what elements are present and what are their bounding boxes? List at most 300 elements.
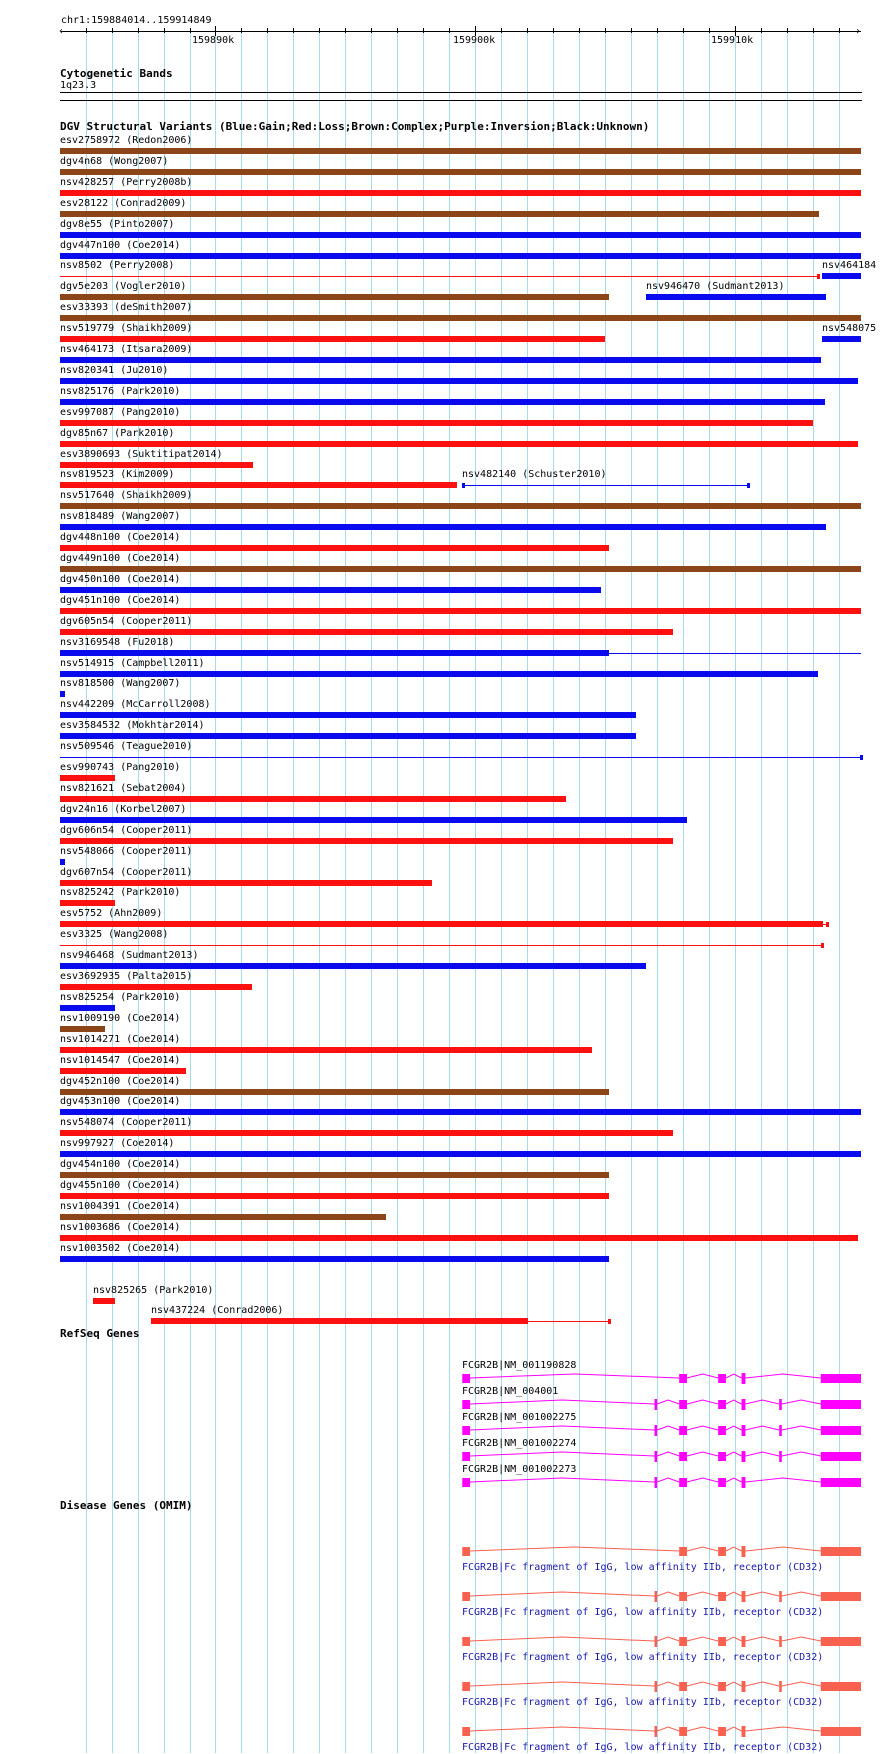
intron-line — [470, 1637, 654, 1641]
variant-label[interactable]: dgv607n54 (Cooper2011) — [60, 867, 193, 878]
gene-model[interactable] — [0, 1726, 890, 1738]
exon-block — [462, 1452, 470, 1461]
variant-bar[interactable] — [60, 169, 861, 175]
refseq-track-title: RefSeq Genes — [60, 1327, 140, 1340]
ruler-tick-label: 159910k — [711, 35, 754, 46]
gene-model[interactable] — [0, 1399, 890, 1411]
variant-label[interactable]: dgv449n100 (Coe2014) — [60, 553, 181, 564]
intron-line — [470, 1682, 654, 1686]
variant-label[interactable]: nsv1014547 (Coe2014) — [60, 1055, 181, 1066]
variant-label[interactable]: dgv447n100 (Coe2014) — [60, 240, 181, 251]
variant-end-tick[interactable] — [826, 922, 829, 927]
gene-model[interactable] — [0, 1425, 890, 1437]
ruler-minor-tick — [839, 28, 840, 33]
exon-block — [718, 1547, 726, 1556]
variant-bar[interactable] — [60, 336, 605, 342]
gene-model[interactable] — [0, 1477, 890, 1489]
variant-bar[interactable] — [60, 1256, 609, 1262]
intron-line — [782, 1452, 821, 1456]
variant-label[interactable]: nsv8502 (Perry2008) — [60, 260, 175, 271]
variant-bar[interactable] — [60, 566, 861, 572]
ruler-tick-label: 159900k — [453, 35, 496, 46]
variant-bar[interactable] — [60, 441, 858, 447]
variant-bar[interactable] — [60, 587, 601, 593]
variant-bar[interactable] — [646, 294, 826, 300]
intron-line — [657, 1452, 679, 1456]
variant-bar[interactable] — [60, 545, 609, 551]
variant-label[interactable]: esv2758972 (Redon2006) — [60, 135, 193, 146]
variant-end-tick[interactable] — [747, 483, 750, 488]
variant-label[interactable]: nsv946470 (Sudmant2013) — [646, 281, 785, 292]
variant-label[interactable]: dgv605n54 (Cooper2011) — [60, 616, 193, 627]
ruler-minor-tick — [657, 28, 658, 33]
variant-bar[interactable] — [60, 775, 115, 781]
variant-bar[interactable] — [822, 273, 861, 279]
variant-bar[interactable] — [60, 148, 861, 154]
variant-label[interactable]: dgv4n68 (Wong2007) — [60, 156, 169, 167]
gene-label[interactable]: FCGR2B|Fc fragment of IgG, low affinity IIb, receptor (CD32) — [462, 1697, 824, 1708]
variant-label[interactable]: esv3692935 (Palta2015) — [60, 971, 193, 982]
variant-bar[interactable] — [60, 921, 823, 927]
variant-label[interactable]: nsv548074 (Cooper2011) — [60, 1117, 193, 1128]
variant-label[interactable]: nsv482140 (Schuster2010) — [462, 469, 607, 480]
exon-block — [679, 1592, 687, 1601]
grid-line — [553, 28, 554, 1753]
variant-bar[interactable] — [60, 1193, 609, 1199]
exon-block — [462, 1374, 470, 1383]
variant-label[interactable]: dgv455n100 (Coe2014) — [60, 1180, 181, 1191]
intron-line — [782, 1592, 821, 1596]
gene-label[interactable]: FCGR2B|NM_001002274 — [462, 1438, 577, 1449]
intron-line — [745, 1374, 820, 1378]
variant-bar[interactable] — [60, 608, 861, 614]
variant-label[interactable]: dgv448n100 (Coe2014) — [60, 532, 181, 543]
exon-block — [718, 1452, 726, 1461]
variant-bar[interactable] — [60, 190, 861, 196]
intron-line — [687, 1426, 718, 1430]
variant-label[interactable]: dgv606n54 (Cooper2011) — [60, 825, 193, 836]
variant-label[interactable]: nsv548075 — [822, 323, 877, 334]
intron-line — [470, 1592, 654, 1596]
grid-line — [839, 28, 840, 1753]
ruler-left-arrow-icon: ‹ — [58, 26, 65, 37]
gene-label[interactable]: FCGR2B|NM_001190828 — [462, 1360, 577, 1371]
exon-block — [679, 1727, 687, 1736]
exon-block — [742, 1373, 746, 1384]
exon-block — [462, 1637, 470, 1646]
intron-line — [726, 1637, 742, 1641]
exon-block — [718, 1400, 726, 1409]
ruler-minor-tick — [397, 28, 398, 33]
variant-label[interactable]: nsv1003502 (Coe2014) — [60, 1243, 181, 1254]
variant-bar[interactable] — [60, 629, 673, 635]
variant-label[interactable]: nsv1003686 (Coe2014) — [60, 1222, 181, 1233]
ruler-minor-tick — [112, 28, 113, 33]
variant-label[interactable]: nsv825265 (Park2010) — [93, 1285, 214, 1296]
intron-line — [470, 1547, 679, 1551]
variant-label[interactable]: nsv1009190 (Coe2014) — [60, 1013, 181, 1024]
intron-line — [657, 1478, 679, 1482]
variant-bar[interactable] — [60, 1214, 386, 1220]
exon-block — [779, 1636, 782, 1647]
variant-label[interactable]: dgv451n100 (Coe2014) — [60, 595, 181, 606]
variant-line[interactable] — [527, 1321, 609, 1322]
variant-label[interactable]: nsv825176 (Park2010) — [60, 386, 181, 397]
exon-block — [718, 1682, 726, 1691]
variant-bar[interactable] — [151, 1318, 528, 1324]
grid-line — [293, 28, 294, 1753]
variant-bar[interactable] — [60, 900, 115, 906]
variant-label[interactable]: nsv517640 (Shaikh2009) — [60, 490, 193, 501]
intron-line — [726, 1400, 742, 1404]
grid-line — [423, 28, 424, 1753]
intron-line — [726, 1592, 742, 1596]
intron-line — [470, 1727, 654, 1731]
grid-line — [345, 28, 346, 1753]
intron-line — [470, 1478, 654, 1482]
grid-line — [397, 28, 398, 1753]
gene-model[interactable] — [0, 1591, 890, 1603]
ruler-minor-tick — [86, 28, 87, 33]
intron-line — [470, 1374, 679, 1378]
gene-label[interactable]: FCGR2B|Fc fragment of IgG, low affinity IIb, receptor (CD32) — [462, 1607, 824, 1618]
exon-block — [679, 1682, 687, 1691]
variant-bar[interactable] — [60, 524, 826, 530]
variant-label[interactable]: esv3890693 (Suktitipat2014) — [60, 449, 223, 460]
variant-label[interactable]: esv990743 (Pang2010) — [60, 762, 181, 773]
variant-label[interactable]: nsv3169548 (Fu2018) — [60, 637, 175, 648]
ruler-minor-tick — [241, 28, 242, 33]
variant-bar[interactable] — [60, 462, 253, 468]
variant-line[interactable] — [60, 757, 861, 758]
exon-block — [821, 1400, 861, 1409]
intron-line — [745, 1682, 779, 1686]
intron-line — [687, 1592, 718, 1596]
exon-block — [718, 1426, 726, 1435]
grid-line — [787, 28, 788, 1753]
exon-block — [655, 1726, 658, 1737]
exon-block — [462, 1400, 470, 1409]
gene-label[interactable]: FCGR2B|Fc fragment of IgG, low affinity IIb, receptor (CD32) — [462, 1742, 824, 1753]
intron-line — [657, 1426, 679, 1430]
ruler-minor-tick — [293, 28, 294, 33]
variant-bar[interactable] — [60, 650, 609, 656]
intron-line — [726, 1547, 742, 1551]
ruler-minor-tick — [787, 28, 788, 33]
intron-line — [726, 1452, 742, 1456]
variant-bar[interactable] — [60, 859, 65, 865]
variant-bar[interactable] — [60, 1089, 609, 1095]
variant-bar[interactable] — [822, 336, 861, 342]
exon-block — [742, 1425, 746, 1436]
variant-label[interactable]: nsv428257 (Perry2008b) — [60, 177, 193, 188]
grid-line — [215, 28, 216, 1753]
variant-label[interactable]: dgv453n100 (Coe2014) — [60, 1096, 181, 1107]
intron-line — [657, 1592, 679, 1596]
intron-line — [687, 1682, 718, 1686]
exon-block — [779, 1399, 782, 1410]
exon-block — [742, 1726, 746, 1737]
variant-bar[interactable] — [60, 963, 646, 969]
exon-block — [821, 1478, 861, 1487]
gene-label[interactable]: FCGR2B|Fc fragment of IgG, low affinity IIb, receptor (CD32) — [462, 1652, 824, 1663]
grid-line — [813, 28, 814, 1753]
exon-block — [742, 1451, 746, 1462]
intron-line — [745, 1478, 820, 1482]
variant-bar[interactable] — [60, 1026, 105, 1032]
variant-bar[interactable] — [93, 1298, 115, 1304]
grid-line — [190, 28, 191, 1753]
variant-label[interactable]: esv28122 (Conrad2009) — [60, 198, 187, 209]
variant-end-tick[interactable] — [462, 483, 465, 488]
variant-label[interactable]: nsv821621 (Sebat2004) — [60, 783, 187, 794]
variant-end-tick[interactable] — [608, 1319, 611, 1324]
variant-bar[interactable] — [60, 378, 858, 384]
ruler-minor-tick — [709, 28, 710, 33]
grid-line — [501, 28, 502, 1753]
intron-line — [687, 1374, 718, 1378]
variant-label[interactable]: esv5752 (Ahn2009) — [60, 908, 163, 919]
variant-label[interactable]: dgv85n67 (Park2010) — [60, 428, 175, 439]
intron-line — [687, 1547, 718, 1551]
intron-line — [726, 1426, 742, 1430]
intron-line — [782, 1682, 821, 1686]
cytoband-line-bottom — [60, 100, 862, 101]
exon-block — [742, 1477, 746, 1488]
exon-block — [742, 1591, 746, 1602]
exon-block — [679, 1478, 687, 1487]
grid-line — [579, 28, 580, 1753]
variant-label[interactable]: esv997087 (Pang2010) — [60, 407, 181, 418]
variant-bar[interactable] — [60, 691, 65, 697]
variant-label[interactable]: dgv24n16 (Korbel2007) — [60, 804, 187, 815]
variant-label[interactable]: nsv818489 (Wang2007) — [60, 511, 181, 522]
exon-block — [742, 1636, 746, 1647]
variant-label[interactable]: nsv464184 — [822, 260, 877, 271]
variant-bar[interactable] — [60, 1068, 186, 1074]
variant-bar[interactable] — [60, 1005, 115, 1011]
grid-line — [475, 28, 476, 1753]
intron-line — [470, 1452, 654, 1456]
ruler-tick-label: 159890k — [192, 35, 235, 46]
variant-bar[interactable] — [60, 1109, 861, 1115]
exon-block — [462, 1592, 470, 1601]
variant-bar[interactable] — [60, 733, 636, 739]
variant-label[interactable]: nsv820341 (Ju2010) — [60, 365, 169, 376]
exon-block — [718, 1727, 726, 1736]
variant-label[interactable]: nsv1004391 (Coe2014) — [60, 1201, 181, 1212]
variant-label[interactable]: nsv442209 (McCarroll2008) — [60, 699, 211, 710]
variant-label[interactable]: nsv818500 (Wang2007) — [60, 678, 181, 689]
intron-line — [782, 1426, 821, 1430]
variant-label[interactable]: nsv946468 (Sudmant2013) — [60, 950, 199, 961]
intron-line — [657, 1727, 679, 1731]
variant-bar[interactable] — [60, 712, 636, 718]
ruler-location: chr1:159884014..159914849 — [61, 15, 212, 26]
variant-bar[interactable] — [60, 253, 861, 259]
variant-label[interactable]: nsv548066 (Cooper2011) — [60, 846, 193, 857]
variant-end-tick[interactable] — [821, 943, 824, 948]
variant-bar[interactable] — [60, 1172, 609, 1178]
variant-bar[interactable] — [60, 796, 566, 802]
ruler-minor-tick — [371, 28, 372, 33]
intron-line — [470, 1426, 654, 1430]
ruler-minor-tick — [579, 28, 580, 33]
variant-line[interactable] — [462, 485, 748, 486]
cytoband-label: 1q23.3 — [60, 80, 97, 91]
variant-label[interactable]: nsv519779 (Shaikh2009) — [60, 323, 193, 334]
exon-block — [462, 1682, 470, 1691]
exon-block — [462, 1727, 470, 1736]
variant-bar[interactable] — [60, 503, 861, 509]
variant-end-tick[interactable] — [860, 755, 863, 760]
gene-label[interactable]: FCGR2B|NM_004001 — [462, 1386, 559, 1397]
variant-label[interactable]: dgv452n100 (Coe2014) — [60, 1076, 181, 1087]
grid-line — [605, 28, 606, 1753]
exon-block — [821, 1374, 861, 1383]
variant-label[interactable]: esv33393 (deSmith2007) — [60, 302, 193, 313]
exon-block — [679, 1452, 687, 1461]
exon-block — [821, 1637, 861, 1646]
gene-label[interactable]: FCGR2B|NM_001002273 — [462, 1464, 577, 1475]
grid-line — [241, 28, 242, 1753]
exon-block — [718, 1478, 726, 1487]
variant-label[interactable]: nsv437224 (Conrad2006) — [151, 1305, 284, 1316]
intron-line — [782, 1400, 821, 1404]
variant-bar[interactable] — [60, 984, 252, 990]
variant-label[interactable]: dgv450n100 (Coe2014) — [60, 574, 181, 585]
exon-block — [655, 1477, 658, 1488]
intron-line — [687, 1727, 718, 1731]
variant-bar[interactable] — [60, 232, 861, 238]
gene-model[interactable] — [0, 1681, 890, 1693]
variant-bar[interactable] — [60, 420, 813, 426]
intron-line — [726, 1478, 742, 1482]
ruler-minor-tick — [527, 28, 528, 33]
variant-bar[interactable] — [60, 838, 673, 844]
ruler-minor-tick — [345, 28, 346, 33]
variant-bar[interactable] — [60, 817, 687, 823]
variant-label[interactable]: nsv825242 (Park2010) — [60, 887, 181, 898]
cytoband-line-top — [60, 92, 862, 93]
exon-block — [655, 1636, 658, 1647]
intron-line — [470, 1400, 654, 1404]
exon-block — [821, 1592, 861, 1601]
variant-bar[interactable] — [60, 1235, 858, 1241]
variant-end-tick[interactable] — [817, 274, 820, 279]
ruler-minor-tick — [813, 28, 814, 33]
variant-bar[interactable] — [60, 1130, 673, 1136]
variant-label[interactable]: esv3325 (Wang2008) — [60, 929, 169, 940]
dgv-track-title: DGV Structural Variants (Blue:Gain;Red:Loss;Brown:Complex;Purple:Inversion;Black:Unknown) — [60, 120, 650, 133]
variant-line[interactable] — [60, 276, 819, 277]
ruler-minor-tick — [631, 28, 632, 33]
intron-line — [687, 1400, 718, 1404]
ruler-minor-tick — [605, 28, 606, 33]
variant-label[interactable]: nsv1014271 (Coe2014) — [60, 1034, 181, 1045]
variant-label[interactable]: nsv819523 (Kim2009) — [60, 469, 175, 480]
grid-line — [527, 28, 528, 1753]
variant-line[interactable] — [609, 653, 861, 654]
intron-line — [657, 1637, 679, 1641]
exon-block — [821, 1682, 861, 1691]
ruler-minor-tick — [449, 28, 450, 33]
intron-line — [687, 1478, 718, 1482]
intron-line — [745, 1400, 779, 1404]
variant-label[interactable]: dgv8e55 (Pinto2007) — [60, 219, 175, 230]
variant-line[interactable] — [60, 945, 823, 946]
gene-model[interactable] — [0, 1546, 890, 1558]
ruler-right-arrow-icon: › — [855, 26, 862, 37]
variant-label[interactable]: nsv514915 (Campbell2011) — [60, 658, 205, 669]
ruler-minor-tick — [423, 28, 424, 33]
gene-label[interactable]: FCGR2B|NM_001002275 — [462, 1412, 577, 1423]
variant-bar[interactable] — [60, 399, 825, 405]
variant-bar[interactable] — [60, 1047, 592, 1053]
intron-line — [687, 1637, 718, 1641]
variant-bar[interactable] — [60, 211, 819, 217]
gene-model[interactable] — [0, 1636, 890, 1648]
variant-bar[interactable] — [60, 482, 457, 488]
exon-block — [779, 1425, 782, 1436]
intron-line — [726, 1727, 742, 1731]
variant-label[interactable]: nsv825254 (Park2010) — [60, 992, 181, 1003]
variant-bar[interactable] — [60, 671, 818, 677]
exon-block — [821, 1547, 861, 1556]
variant-label[interactable]: nsv997927 (Coe2014) — [60, 1138, 175, 1149]
grid-line — [631, 28, 632, 1753]
exon-block — [742, 1681, 746, 1692]
variant-bar[interactable] — [60, 1151, 861, 1157]
variant-label[interactable]: nsv509546 (Teague2010) — [60, 741, 193, 752]
intron-line — [726, 1682, 742, 1686]
exon-block — [462, 1426, 470, 1435]
grid-line — [449, 28, 450, 1753]
exon-block — [655, 1681, 658, 1692]
intron-line — [745, 1426, 779, 1430]
exon-block — [718, 1637, 726, 1646]
exon-block — [679, 1547, 687, 1556]
exon-block — [679, 1637, 687, 1646]
ruler-minor-tick — [553, 28, 554, 33]
variant-label[interactable]: nsv464173 (Itsara2009) — [60, 344, 193, 355]
gene-model[interactable] — [0, 1373, 890, 1385]
variant-bar[interactable] — [60, 294, 609, 300]
exon-block — [821, 1727, 861, 1736]
exon-block — [679, 1374, 687, 1383]
ruler-line — [61, 31, 861, 32]
variant-bar[interactable] — [60, 880, 432, 886]
exon-block — [655, 1425, 658, 1436]
exon-block — [742, 1546, 746, 1557]
grid-line — [371, 28, 372, 1753]
grid-line — [319, 28, 320, 1753]
variant-bar[interactable] — [60, 357, 821, 363]
variant-label[interactable]: dgv454n100 (Coe2014) — [60, 1159, 181, 1170]
gene-model[interactable] — [0, 1451, 890, 1463]
gene-label[interactable]: FCGR2B|Fc fragment of IgG, low affinity IIb, receptor (CD32) — [462, 1562, 824, 1573]
variant-label[interactable]: dgv5e203 (Vogler2010) — [60, 281, 187, 292]
variant-label[interactable]: esv3584532 (Mokhtar2014) — [60, 720, 205, 731]
exon-block — [821, 1426, 861, 1435]
ruler-minor-tick — [190, 28, 191, 33]
exon-block — [462, 1478, 470, 1487]
variant-bar[interactable] — [60, 315, 861, 321]
exon-block — [779, 1591, 782, 1602]
exon-block — [779, 1681, 782, 1692]
exon-block — [718, 1592, 726, 1601]
exon-block — [821, 1452, 861, 1461]
